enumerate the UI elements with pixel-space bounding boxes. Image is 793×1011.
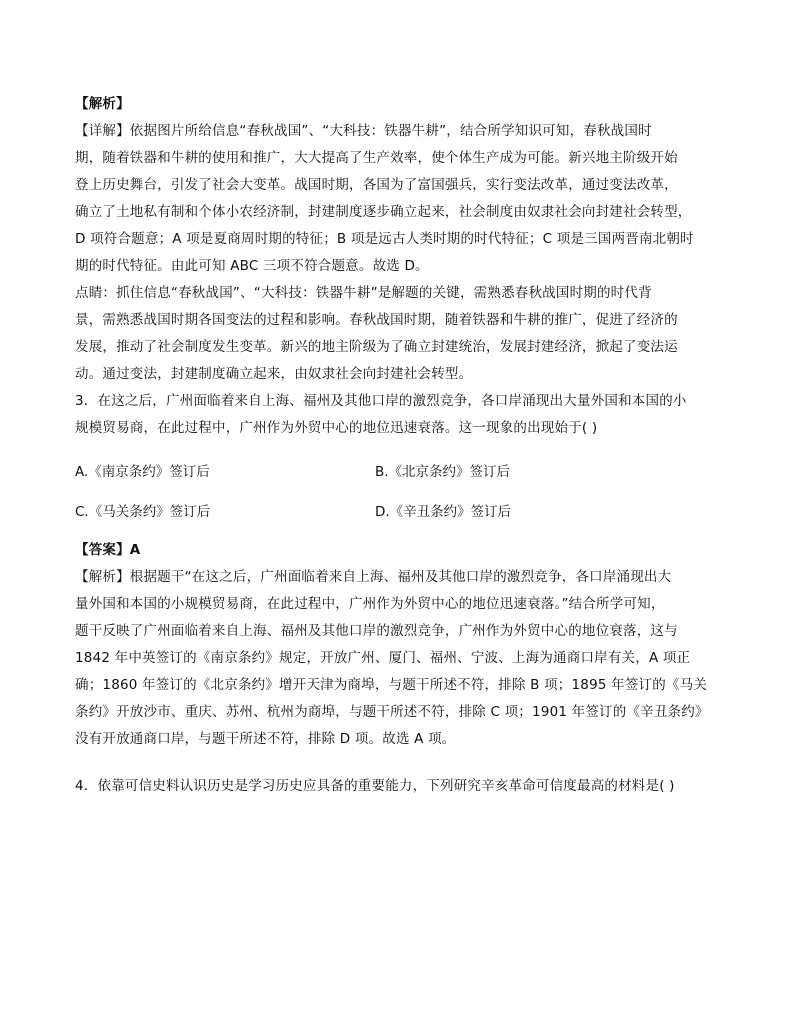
q3-stem-line: 3．在这之后，广州面临着来自上海、福州及其他口岸的激烈竞争，各口岸涌现出大量外国和本国的小 (75, 393, 687, 409)
q3-analysis-line: 题干反映了广州面临着来自上海、福州及其他口岸的激烈竞争，广州作为外贸中心的地位衰落，这与 (75, 623, 678, 639)
q3-analysis-line: 条约》开放沙市、重庆、苏州、杭州为商埠，与题干所述不符，排除 C 项；1901 年签订的《辛丑条约》 (75, 704, 709, 720)
q3-option-d: D.《辛丑条约》签订后 (375, 504, 512, 520)
q2-analysis-line: 确立了土地私有制和个体小农经济制，封建制度逐步确立起来，社会制度由奴隶社会向封建社会转型， (75, 204, 692, 220)
q2-analysis-line: 期的时代特征。由此可知 ABC 三项不符合题意。故选 D。 (75, 258, 429, 274)
q3-analysis-line: 确；1860 年签订的《北京条约》增开天津为商埠，与题干所述不符，排除 B 项；1895 年签订的《马关 (75, 677, 708, 693)
q3-option-b: B.《北京条约》签订后 (375, 464, 511, 480)
q2-comment-line: 点睛：抓住信息“春秋战国”、“大科技：铁器牛耕”是解题的关键，需熟悉春秋战国时期的时代背 (75, 285, 652, 301)
q2-analysis (75, 91, 705, 442)
q3-analysis-line: 1842 年中英签订的《南京条约》规定，开放广州、厦门、福州、宁波、上海为通商口岸有关，A 项正 (75, 650, 691, 666)
q2-comment-line: 发展，推动了社会制度发生变革。新兴的地主阶级为了确立封建统治，发展封建经济，掀起了变法运 (75, 339, 678, 355)
q2-analysis-line: 登上历史舞台，引发了社会大变革。战国时期，各国为了富国强兵，实行变法改革，通过变法改革， (75, 177, 678, 193)
q3-analysis-line: 【解析】根据题干“在这之后，广州面临着来自上海、福州及其他口岸的激烈竞争，各口岸涌现出大 (75, 569, 672, 585)
q2-comment-line: 动。通过变法，封建制度确立起来，由奴隶社会向封建社会转型。 (75, 366, 473, 382)
q2-comment-line: 景，需熟悉战国时期各国变法的过程和影响。春秋战国时期，随着铁器和牛耕的推广，促进了经济的 (75, 312, 678, 328)
q3-analysis-line: 没有开放通商口岸，与题干所述不符，排除 D 项。故选 A 项。 (75, 731, 456, 747)
q3-answer-analysis (75, 537, 709, 753)
q2-heading: 【解析】 (75, 96, 130, 112)
q3-option-c: C.《马关条约》签订后 (75, 504, 211, 520)
q2-analysis-line: 期，随着铁器和牛耕的使用和推广，大大提高了生产效率，使个体生产成为可能。新兴地主阶级开始 (75, 150, 678, 166)
q2-analysis-line: 【详解】依据图片所给信息“春秋战国”、“大科技：铁器牛耕”，结合所学知识可知，春秋战国时 (75, 123, 652, 139)
q4-question (75, 773, 705, 800)
q3-option-a: A.《南京条约》签订后 (75, 464, 210, 480)
q3-answer: 【答案】A (75, 542, 141, 558)
q4-stem: 4．依靠可信史料认识历史是学习历史应具备的重要能力，下列研究辛亥革命可信度最高的材料是( ) (75, 778, 675, 794)
q2-analysis-line: D 项符合题意；A 项是夏商周时期的特征；B 项是远古人类时期的时代特征；C 项是三国两晋南北朝时 (75, 231, 694, 247)
q3-analysis-line: 量外国和本国的小规模贸易商，在此过程中，广州作为外贸中心的地位迅速衰落。”结合所学可知， (75, 596, 665, 612)
q3-stem-line: 规模贸易商，在此过程中，广州作为外贸中心的地位迅速衰落。这一现象的出现始于( ) (75, 420, 598, 436)
